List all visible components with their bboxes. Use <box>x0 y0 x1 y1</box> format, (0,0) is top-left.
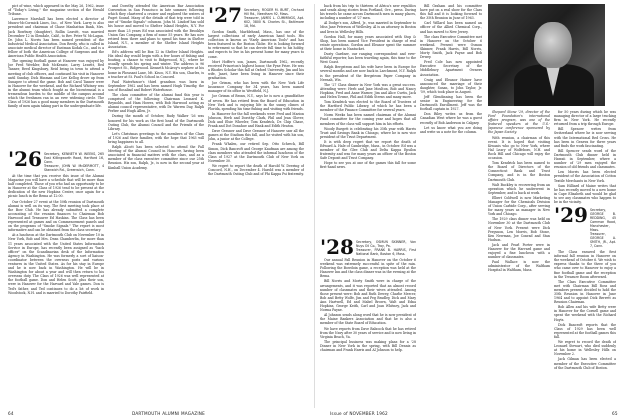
paragraph: Jack Gilman has been elected a member of the Executive Committee of the Dartmouth Club of Boston. <box>554 357 616 370</box>
paragraph: Tom Kendrick has been named to the Board of Directors of the Connecticut Bank and Trust Company, and is in the Boston Dartmouth Club. <box>488 161 550 182</box>
paragraph: We regret to record the death of Leonard Stewart, who died suddenly at his home in Wellesley Hills on November 2. <box>554 340 616 357</box>
right-issue-date: Issue of NOVEMBER 1962 <box>330 411 388 416</box>
paragraph: Ralph Alcott has been selected to attend the Fall Meeting of the Alumni Council in Hanover, having been associated in financial matters with the class, and as a member of the class executive committee since our 25th Reunion. His son, Ralph, Jr., is now in the second year at Kimball Union Academy. <box>108 145 204 170</box>
class-year: '26 <box>8 148 42 171</box>
class-secretary: Secretary, KENNETH W. WEEKS, 265 East Killingworth Road, Hartford 16, Conn. <box>43 152 104 164</box>
class-heading-29 <box>554 203 616 249</box>
paragraph: Paul Wallace is now the administrator of the Waltham Hospital in Waltham, Mass. <box>488 260 550 273</box>
paragraph: Norm Weeks has been named chairman of the Alumni Fund committee for the coming year and hopes that all members of the class will support him in his efforts. <box>320 113 416 126</box>
paragraph: The opening football game at Hanover was enjoyed by Joe Fred Weekler, Bob McKenzie, Larry Leavitt, Red Tanner, Reed Kingsbury, Reid being in town to attend a meeting of club officers, and continued his visit in Hanover until Sunday. Dick Hinman and Lee Kellog drove up from Sunapee to attend the game. Bob and Carol Tanner were in Hanover for the weekend, and the Richard Whitney was in the alumni team which fought as the bicentennial is a tremendous burden to the middle of the campus around which the freshmen ran in an ever widening circle. The Class of 1926 has a good many members in the Dartmouth family of men again taking part in the undergraduate life. <box>8 59 104 109</box>
class-year: '27 <box>208 4 242 27</box>
paragraph: Bob Allen and his wife Betty were in Hanover for the Cornell game and spent the weekend with the Richard Hoyts. <box>554 305 616 322</box>
paragraph: The Class ensured the first informal fall reunion in Hanover on the weekend of October 6. We wish to express thanks to the three of you who came over to Hanover to enjoy a fine football game and the reception in the Treasure Room afterward. <box>554 250 616 279</box>
paragraph: Our annual Fall Reunion in Hanover on the October 6 weekend was extremely successful in spite of the rain. Following the Bowdoin game, a reception was held at the Hanover Inn and the class dinner was in the evening at the Bema. <box>320 258 416 279</box>
paragraph: The Class Executive Committee met with Chairman Bill Ross and members present decided to hold the 35th Reunion in Hanover in June 1964 and to appoint Dick Berrett as Reunion Chairman. <box>554 279 616 305</box>
class-year: '28 <box>320 236 354 259</box>
class-secretary: Secretary, GEORGE B. REDDING, 45 Common Road, Manchester, Mass. <box>589 208 616 233</box>
paragraph: Ralph Bergstrom and his wife have been in Europe for several months and are now back in Larchmont, N.Y. Ralph is the president of the Bergstrom Paper Company in Neenah, Wis. <box>320 65 416 82</box>
paragraph: Let's Christmas greetings to the members of the Class of 1926 and their families, with the hope that 1963 will bring happiness to all. <box>108 131 204 144</box>
right-page-number: 65 <box>612 411 618 416</box>
paragraph: Bill Norris and Morty Smith were in charge of the arrangements, and it was reported that an almost record number of classmates and their wives attended. Among those present were: Bob and Ruth Dewey, Charlie Mercer, Bob and Betty Wolfe, Jim and Peg Bradley, Dick and Mary Ann Hartwell, Ed and Mabel Brown, Walt and Edna Hopkins, George Keith, Carl and Joan Whitney, Jack and Norma Payne. <box>320 279 416 313</box>
column-3 <box>208 4 304 408</box>
paragraph: At the time that you receive this issue of the Alumni Magazine you will have a schedule that will be more than half completed. Those of you who had an opportunity to be in Hanover at the Class of 1926 tend to be present at the dedication of the new Hopkins Center, once again for a picnic lunch in the Bema at 12:00. <box>8 174 104 199</box>
paragraph: Ed's address will be Box 12 in Shelter Island Heights. His ideal day would begin with a few hours of fishing and boating, a chance to visit to Ridgewood, N.J., where he usually spends his spring and winter. The address is 96 Prospect St., Ridgewood. Kenneth McAvoy's nephew at his home in Pheasant Lane, Mt. Kisco, N.Y. His son, Charles, is a teacher at St. Paul's School in Concord. <box>108 50 204 79</box>
paragraph: Frank Whalen, our retired Sep. Otto Schreck, Bill Simon, Dick Bancroft and George Kaufman are among the class members who attended the informal luncheon of the Class of 1927 at the Dartmouth Club of New York on November 30. <box>208 142 304 163</box>
column-5 <box>420 4 482 408</box>
paragraph: Gordon Smith, Marblehead, Mass., has one of the largest collections of early American hand tools. His collection is known as "Early American Tools" and has been featured in the Boston Globe. He is looking forward to retirement so that he can devote full time to his hobby, and expects to live in his present home for many years to come. <box>208 30 304 59</box>
paragraph: for 50 years during which he was managing director of a large trucking firm in New York. He recently returned from a trip through Europe. <box>554 110 616 127</box>
paragraph: Fred Cole has now appointed Executive Secretary of the Middlebury Apartment Owners Association. <box>420 60 482 77</box>
paragraph: It is with deep regret that we report the death of Edward A. Hale of Cambridge, Mass., in October. Ed was a member of the Glee Club and Delta Kappa Epsilon fraternity and was for many years an officer of the Boston Safe Deposit and Trust Company. <box>320 139 416 161</box>
paragraph: At a luncheon at the Dartmouth Club on November 10 in New York, Bob and Mrs. Dean Chamberlin, for more than 11 years associated with the United States Information Service in Europe, has recently been assigned as "back officer" on the Scandinavian desk of the Information Agency in Washington. He was formerly a sort of liaison-coordinator between the overseas posts and various ventures in the United States. As for his stay in Europe and he is now back in Washington. He will be in Washington for about a year and will then return to his overseas duty. The Class of 1926 was well represented at the football game. Don and Helen Scott, plus their son, were in Hanover for the Harvard and Yale games. Don is Ted's father, and Ted continues to do a lot of work in Woodstock, N.H. and is married to Dorothy Fairfield. <box>8 233 104 295</box>
paragraph: The class Executive Committee met in Hanover on the October 6 weekend. Present were Osmun Skinner, Frank Harris, Bill Norris, Morty Smith, Jack Payne and Bob Dewey. <box>420 34 482 60</box>
class-heading-27 <box>208 6 304 28</box>
paragraph: Jack and Pearl Porter were in Hanover for the Harvard game and enjoyed a fine luncheon with a number of classmates. <box>488 242 550 260</box>
paragraph: The class committee of the alumni fund this year is comprised of the following: Chairman Leonard K. Reynolds, and Ham Howes, with Bob Harwood acting as alumni council representative, with Dr. Warren Day, Ralph Ferber and Hugh Allen, Jr. <box>108 92 204 114</box>
paragraph: Walt Buckley is recovering from an operation which he underwent in September, and is back at work. <box>488 182 550 195</box>
class-year: '29 <box>554 203 588 228</box>
paragraph: The '27 Class dinner in New York was a great success. Attending were: Herb and Jane Moulton, Bob and Nancy Hopkins, Fred and Anne Warner, Jim and Alice Curtis, Jack and Helen Towne, Phil and Edith Sterns and many more. <box>320 82 416 99</box>
paragraph: Don Riley writes us from the Canadian West where he was a guest recently of Bob Anderson in Calgary. <box>420 112 482 125</box>
portrait-photo <box>488 4 605 106</box>
paragraph: During the month of October, Rudy Walker '26 was honored for his work as the first head of the Dartmouth Outing Club, the Alumni Council and the Friends of the Library. <box>108 114 204 131</box>
paragraph: Mort Hoffer's son, James, Dartmouth 1962, recently received Princeton's highest honor, the Pyne Prize. He was a Rhodes Scholar this fall at Oxford University. Jim and his wife, Janet, have been living in Hanover since their graduation. <box>208 59 304 81</box>
gutter <box>314 4 315 408</box>
paragraph: Elbert Coldwell is now Marketing Manager for the Chemicals Division of Union Carbide Corp., after serving for many years as manager in New York and Chicago. <box>488 195 550 217</box>
paragraph: Lawrence Marshall has been elected a director of Munro-McCormick Lines, Inc., of New York. Larry is also president and chairman of Chase Manhattan Bank, Mrs. Jack Rowbury (daughter), Rollin Leavitt, was married December 12 in Glendale, Calif., to Rev. Peter W. McLagan. Dr. John L. Norris has been named president of the Industrial Medical Association. Don Reedy, who is called in associate medical director of Eastman Kodak Co., and is a fellow of both the American College of Surgeons and the American Public Health Association. <box>8 17 104 59</box>
paragraph: The 1929 class dinner was held on November 30 at the Dartmouth Club of New York. Present were Dick Ferguson, Len Morris, Bob Stone, Ken Newman, Joe Conrad and Stan Hudson. <box>488 217 550 242</box>
paragraph: In Hanover for the fall weekends were Fred and Marion Johnson, Herb and Dorothy Clark, Phil and Jean Glover, Dick and Elsie Wheeler, Tom Kendrick, Dr. Chip Chase, Frank and Dot Donahue and Hank and Edith Heaton. <box>208 111 304 129</box>
column-1-bottom <box>8 148 104 410</box>
class-treasurer: Treasurer, FRANK B. HARRIS, First National Bank, Boston 6, Mass. <box>355 248 416 256</box>
paragraph: Woody Burgett is celebrating his 35th year with Harris Trust and Savings Bank in Chicago, where he is now vice president of the Trust Department. <box>320 126 416 139</box>
paragraph: Gordon Hall, for many years associated with Stop & Shop, has been named Vice President in charge of real estate operations. Gordon and Eleanor spent the summer at their home in Nantucket. <box>320 34 416 51</box>
class-heading-26 <box>8 150 104 172</box>
column-4-bottom <box>320 236 416 408</box>
paragraph: Craig and Eleanor Hainer have announced the marriage of their daughter, Susan, to John Taylor, Jr. '59, which took place in August. <box>420 77 482 94</box>
class-heading-28 <box>320 236 416 259</box>
paragraph: Hope to see you at one of the games this fall for some first-hand news. <box>320 161 416 170</box>
paragraph: Joe Grimm, who has been with the New York Life Insurance Company for 34 years, has been named manager of its office in Westfield, N.J. <box>208 81 304 94</box>
paragraph: We have reports from Dave Babcock that he has retired from the Navy after 30 years of service and is now living in Virginia Beach, Va. <box>320 326 416 339</box>
paragraph: With reunion, a chairman of this event. It is hoped that visiting Kiwanis who go to New York, where Hal Leary of Wolfeboro, N.H. and Rock Hill and Chicago will enjoy the occasion. <box>488 135 550 161</box>
class-secretary: Secretary, ROGER M. BURT, Orchard Hill Rd., Needham 92, Mass. <box>243 8 304 16</box>
left-page-number: 64 <box>8 411 14 416</box>
column-2 <box>108 4 204 408</box>
paragraph: Al Johnson sends along word that he is now president of the Maine Bankers Association and that he is also a member of the State Board of Education. <box>320 313 416 326</box>
class-treasurer: Treasurer, JOHN W. McDERMOTT, 4 Stanwich Rd., Greenwich, Conn. <box>43 164 104 172</box>
left-running-title: DARTMOUTH ALUMNI MAGAZINE <box>132 411 205 416</box>
paragraph: Bill Spencer sends word of the Dartmouth Club dinner held in Hawaii in September, where a number of '29 men enjoyed the reunion of old friends and classmates. <box>554 148 616 170</box>
column-7 <box>554 110 616 408</box>
paragraph: Bill Graham and his committee have put on a real show for the Class this fall and it is looking forward to the 35th Reunion in June of 1963. <box>420 4 482 21</box>
paragraph: Sam Hilliard of Maine writes that he has recently moved to a new home in Cape Elizabeth and would be glad to see any classmates who happen to be in the vicinity. <box>554 183 616 204</box>
photo-caption: Shepard Stone '29, director of the Ford Foundation's international affairs program, was one of the featured speakers at the U.S.-Japanese conference sponsored by the Japan Society. <box>488 110 550 135</box>
paragraph: Carl Willard has been named an officer of the Allied Chemical Corp., and has moved to New Jersey. <box>420 21 482 34</box>
paragraph: Tom Kendrick was elected to the Board of Trustees of the Hartford Public Library, of which he has been a member of the Finance Committee for several years. <box>320 100 416 113</box>
column-1-top <box>8 4 104 146</box>
paragraph: and Dorothy attended the American Bar Association Convention in San Francisco in late summer, following which they chartered a cruiser and explored the waters of Puget Sound. Many of the details of that trip were told in one of "Smoke Signals" columns. John M. Lindorf has sold his house and moved to Shelter Island Heights, N.Y. For more than 25 years Ed was associated with the Brooklyn Union Gas Company, a firm of some 55 years. He has now retired from there and plans to spend his time in Shelter Island, N.Y., a member of the Shelter Island Heights Association. <box>108 4 204 49</box>
class-secretary: Secretary, OSMUN SKINNER, Van Nuys Oil Co., Troy, Pa. <box>355 240 416 248</box>
paragraph: Joe Grimm of Bronx, N.Y., says he is now a grandfather of seven. He has retired from the Board of Education in New York and is enjoying life in the sunny climes of Florida, spending his time fishing and visiting with friends. <box>208 94 304 111</box>
paragraph: Dick Bancroft reports that the Class of 1929 has been well represented at the football games this fall. <box>554 322 616 339</box>
paragraph: Dave Gessner and Dave Gessner of Hanover saw all the games at the Stadium this fall, and he visited with his son, John, a junior at the College. <box>208 129 304 142</box>
paragraph: Our October 27 event at the 50th reunion of Dartmouth alumni is well on its way. The first meeting took place at the Bow Club. He has already submitted a complete accounting of the reunion finances to Chairman Bob Harwood and Treasurer Ed Haskins. The Class has been represented at games and on Commencement panels and on the programs of "Smoke Signals." The report is most informative and can be obtained from the class secretary. <box>8 199 104 233</box>
paragraph: Dusty Gardner, our ranging correspondent and ever-faithful reporter, has been traveling again, this time to the West Coast. <box>320 52 416 65</box>
paragraph: Let us know what you are doing and write us a note for the column. <box>420 125 482 134</box>
class-treasurer: Treasurer, JAMES L. CUMMINGS, Apt. 602, 3800 N. Charles St., Baltimore 18, Md. <box>243 16 304 28</box>
paragraph: The principal business was making plans for a '28 Dinner in New York in the spring, with Bill Dennis as chairman and Frank Harris and Al Johnson to help. <box>320 339 416 352</box>
paragraph: Jeff Glendinning has been the senior in Engineering for the Dartmouth Enrollment. Jeff was the football captain in 1927. <box>420 94 482 112</box>
class-treasurer: Treasurer, GEORGE A. SMITH, JR., Apt. 7, Conn. <box>589 232 616 249</box>
column-4 <box>320 4 416 234</box>
paragraph: We regret to report the death of Harold W. Deering of Concord, N.H., on December 4. Harold was a member of the Dartmouth Outing Club and of Phi Kappa Psi fraternity. <box>208 163 304 177</box>
paragraph: Bill Spencer writes from Switzerland where he is now serving with the International Red Cross. He has been in Geneva for three years and finds the work fascinating. <box>554 127 616 148</box>
paragraph: Al Dodge's son, Alfred, Jr., was married in September to Miss Jane Peterson of Wellesley. Al is an attorney in Boston and lives in Wellesley Hills. <box>320 21 416 34</box>
paragraph: pict of wine, which appeared in the May 26, 1962, issue of "Today's Living," the magazine section of the Herald Tribune. <box>8 4 104 17</box>
paragraph: back from his trip to thirteen of Africa's new republics and sends along stories from Portland, Ore., press. During his travels he came across Dartmouth men in many places, including a number of '27 men. <box>320 4 416 21</box>
paragraph: Len Morris has been elected president of the Association of Cotton Textile Merchants in New York. <box>554 170 616 183</box>
paragraph: Paul Waterhouse's third grandson was born in September 1962 and has been named Hugh Timothy, the son of Rosalind and Robert Waterhouse. <box>108 79 204 92</box>
column-6 <box>488 110 550 408</box>
